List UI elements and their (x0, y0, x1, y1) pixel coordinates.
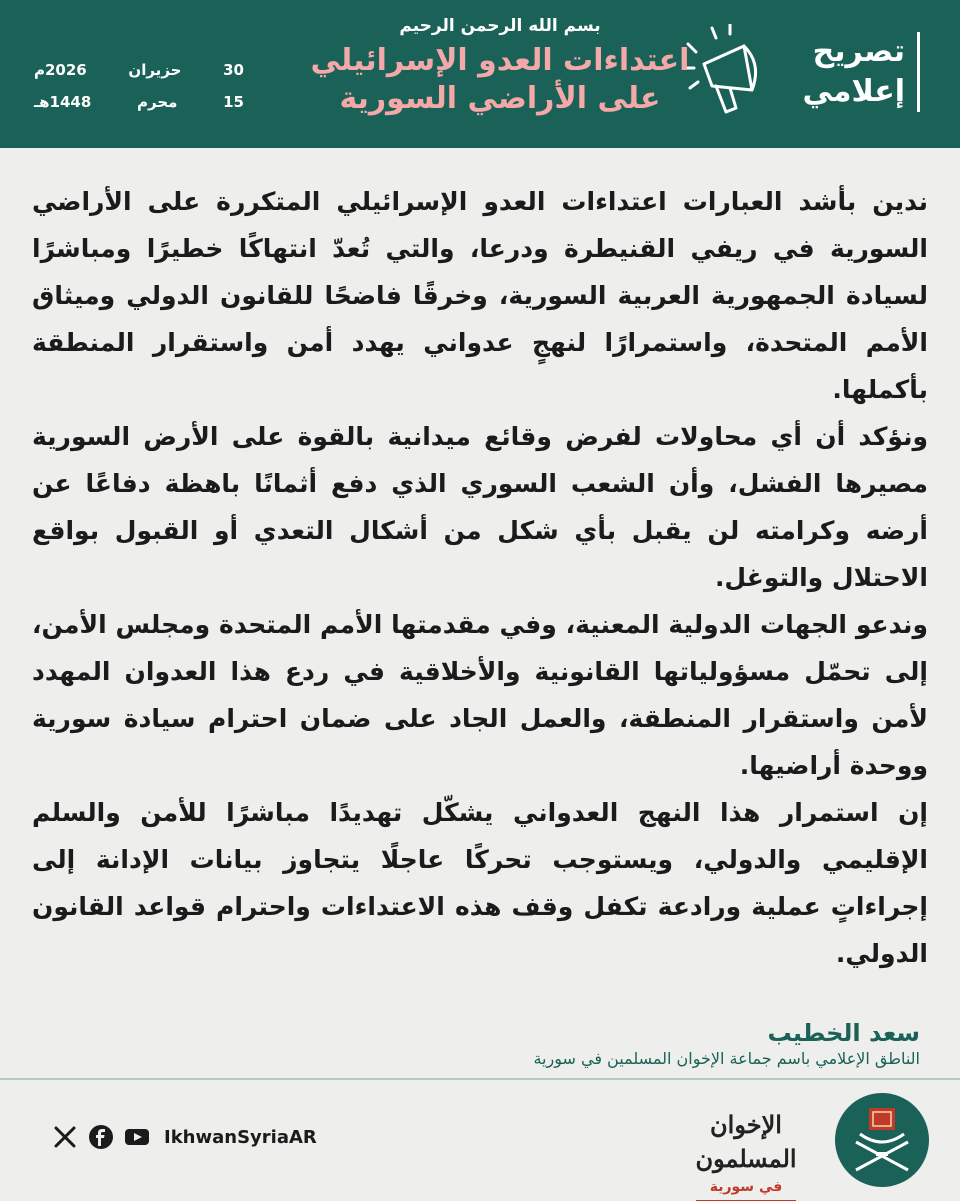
hijri-date (34, 86, 244, 118)
paragraph-2: ونؤكد أن أي محاولات لفرض وقائع ميدانية بالقوة على الأرض السورية مصيرها الفشل، وأن الشعب السوري الذي دفع أثمانًا باهظة دفاعًا عن أرضه وكرامته لن يقبل بأي شكل من أشكال التعدي أو القبول بواقع الاحتلال والتوغل. (32, 422, 928, 592)
greg-year: 2026م (34, 61, 87, 79)
spokesperson-role: الناطق الإعلامي باسم جماعة الإخوان المسلمين في سورية (533, 1049, 920, 1068)
brand-sub-text: في سورية (709, 1179, 783, 1195)
statement-label (785, 32, 920, 112)
basmala: بسم الله الرحمن الرحيم (399, 16, 601, 36)
hijri-month: محرم (136, 93, 178, 111)
greg-month: حزيران (128, 61, 182, 79)
brand-main-text: الإخوان المسلمون (695, 1110, 797, 1173)
statement-line-2: إعلامي (802, 74, 905, 109)
paragraph-3: وندعو الجهات الدولية المعنية، وفي مقدمتها الأمم المتحدة ومجلس الأمن، إلى تحمّل مسؤولياتها القانونية والأخلاقية في ردع هذا العدوان المهدد لأمن واستقرار المنطقة، والعمل الجاد على ضمان احترام سيادة سورية ووحدة أراضيها. (32, 610, 928, 780)
facebook-icon[interactable] (88, 1124, 114, 1150)
page-title-line-1: اعتداءات العدو الإسرائيلي (310, 43, 690, 78)
spokesperson-name: سعد الخطيب (767, 1019, 920, 1047)
signature-block (220, 1018, 920, 1070)
social-handle[interactable]: IkhwanSyriaAR (164, 1126, 317, 1148)
date-block (34, 54, 244, 118)
x-icon[interactable] (52, 1124, 78, 1150)
greg-day: 30 (223, 61, 244, 79)
statement-line-1: تصريح (812, 34, 905, 69)
title-block (240, 16, 760, 118)
social-links (52, 1120, 317, 1154)
gregorian-date (34, 54, 244, 86)
paragraph-4: إن استمرار هذا النهج العدواني يشكّل تهديدًا مباشرًا للأمن والسلم الإقليمي والدولي، ويستوجب تحركًا عاجلًا يتجاوز بيانات الإدانة إلى إجراءاتٍ عملية ورادعة تكفل وقف هذه الاعتداءات واحترام قواعد القانون الدولي. (32, 798, 928, 968)
paragraph-1: ندين بأشد العبارات اعتداءات العدو الإسرائيلي المتكررة على الأراضي السورية في ريفي القنيطرة ودرعا، والتي تُعدّ انتهاكًا خطيرًا ومباشرًا لسيادة الجمهورية العربية السورية، وخرقًا فاضحًا للقانون الدولي وميثاق الأمم المتحدة، واستمرارًا لنهجٍ عدواني يهدد أمن واستقرار المنطقة بأكملها. (32, 187, 928, 404)
hijri-year: 1448هـ (34, 93, 92, 111)
page-title-line-2: على الأراضي السورية (339, 81, 661, 116)
brand-wordmark (676, 1108, 816, 1195)
youtube-icon[interactable] (124, 1124, 150, 1150)
emblem-logo-icon (832, 1090, 932, 1190)
hijri-day: 15 (223, 93, 244, 111)
footer-divider (0, 1078, 960, 1080)
header-banner (0, 0, 960, 148)
statement-body (32, 178, 928, 977)
